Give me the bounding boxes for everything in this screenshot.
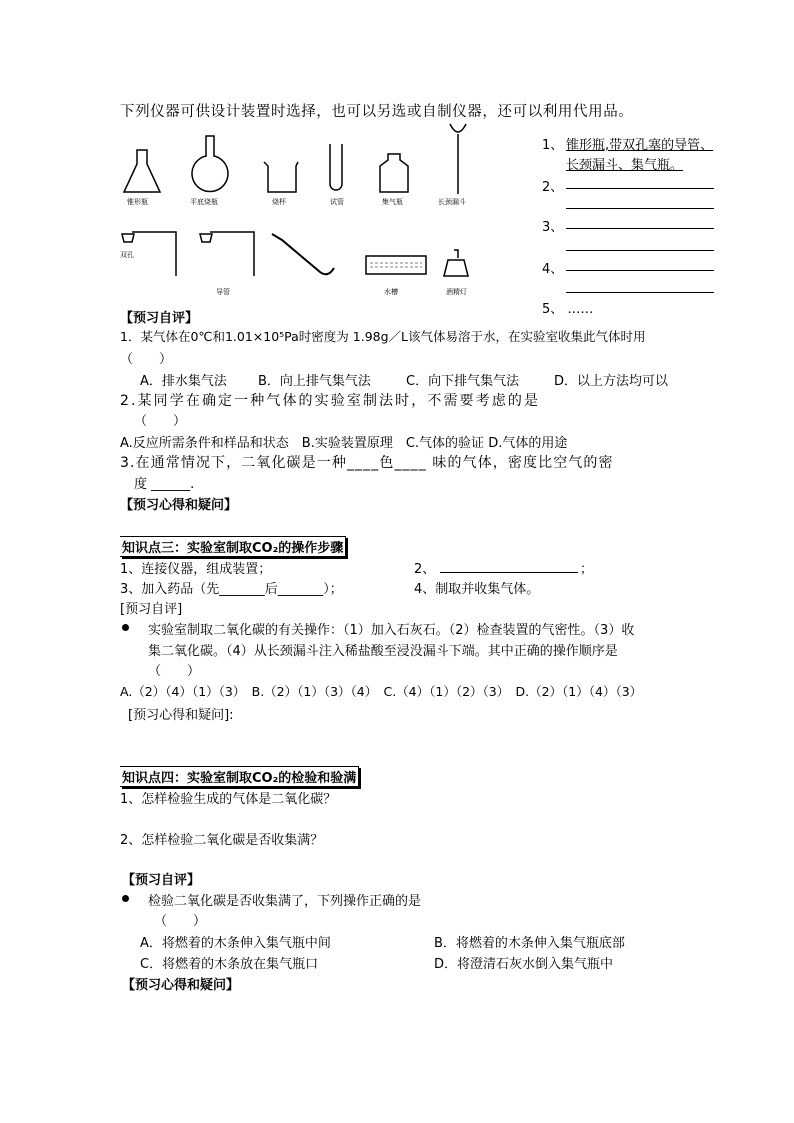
section3-question-line2: 集二氧化碳。（4）从长颈漏斗注入稀盐酸至浸没漏斗下端。其中正确的操作顺序是 [148, 644, 618, 659]
section4-option-d: D．将澄清石灰水倒入集气瓶中 [434, 957, 614, 972]
section4-note: 【预习心得和疑问】 [122, 978, 240, 993]
apparatus-label-funnel: 长颈漏斗 [438, 198, 466, 206]
right-item-1-line1: 锥形瓶,带双孔塞的导管、 [566, 138, 714, 153]
gas-jar-drawing [378, 152, 410, 194]
right-item-4-number: 4、 [542, 262, 564, 277]
water-trough-drawing [364, 254, 428, 276]
question-1-paren: （ ） [120, 352, 173, 367]
step-4: 4、制取并收集气体。 [414, 582, 540, 597]
step-2-blank [440, 572, 578, 573]
delivery-tube-drawing [196, 222, 266, 278]
question-2-options: A.反应所需条件和样品和状态 B.实验装置原理 C.气体的验证 D.气体的用途 [120, 436, 568, 451]
section3-options: A.（2）（4）（1）（3） B.（2）（1）（3）（4） C.（4）（1）（2）（3） D.（2）（1）（4）（3） [120, 684, 643, 699]
section1-note: 【预习心得和疑问】 [120, 498, 238, 513]
apparatus-label-conical-flask: 锥形瓶 [127, 198, 148, 206]
step-2-end: ； [580, 562, 594, 577]
beaker-drawing [262, 160, 300, 194]
question-1-option-d: D．以上方法均可以 [554, 374, 669, 389]
section3-note: [预习心得和疑问]: [128, 708, 234, 723]
section3-eval: [预习自评] [120, 602, 183, 617]
question-1-option-c: C．向下排气集气法 [406, 374, 520, 389]
bullet-icon [122, 895, 129, 902]
right-item-1-number: 1、 [542, 138, 564, 153]
right-item-5: 5、 …… [542, 302, 594, 317]
conical-flask-drawing [122, 148, 162, 194]
right-item-3-number: 3、 [542, 220, 564, 235]
question-1-option-b: B．向上排气集气法 [258, 374, 371, 389]
long-neck-funnel-drawing [448, 122, 468, 196]
answer-line [566, 270, 714, 271]
question-3-line2: 度 ______. [134, 477, 195, 492]
bullet-icon [122, 624, 129, 631]
section4-question: 检验二氧化碳是否收集满了，下列操作正确的是 [148, 894, 422, 909]
question-2-paren: （ ） [134, 414, 187, 429]
answer-line [566, 292, 714, 293]
question-1-option-a: A．排水集气法 [140, 374, 227, 389]
bent-tube-drawing [268, 228, 338, 280]
answer-line [566, 208, 714, 209]
step-1: 1、连接仪器，组成装置； [120, 562, 272, 577]
apparatus-label-trough: 水槽 [384, 288, 398, 296]
step-3: 3、加入药品（先_______后_______）； [120, 582, 343, 597]
section3-question-line1: 实验室制取二氧化碳的有关操作：（1）加入石灰石。（2）检查装置的气密性。（3）收 [148, 623, 635, 638]
question-1-text: 1．某气体在0℃和1.01×10⁵Pa时密度为 1.98g／L该气体易溶于水，在实验室收集此气体时用 [120, 329, 646, 344]
apparatus-label-lamp: 酒精灯 [446, 288, 467, 296]
intro-text: 下列仪器可供设计装置时选择，也可以另选或自制仪器，还可以利用代用品。 [120, 104, 634, 120]
flat-bottom-flask-drawing [188, 134, 232, 194]
right-item-2-number: 2、 [542, 180, 564, 195]
answer-line [566, 188, 714, 189]
apparatus-label-test-tube: 试管 [330, 198, 344, 206]
section3-heading: 知识点三：实验室制取CO₂的操作步骤 [120, 536, 346, 557]
question-2-text: 2.某同学在确定一种气体的实验室制法时，不需要考虑的是 [120, 393, 541, 409]
apparatus-label-beaker: 烧杯 [272, 198, 286, 206]
section4-option-b: B．将燃着的木条伸入集气瓶底部 [434, 936, 625, 951]
section4-option-a: A．将燃着的木条伸入集气瓶中间 [140, 936, 331, 951]
answer-line [566, 228, 714, 229]
apparatus-label-flat-flask: 平底烧瓶 [190, 198, 218, 206]
alcohol-lamp-drawing [442, 248, 470, 278]
section4-heading: 知识点四：实验室制取CO₂的检验和验满 [120, 766, 359, 787]
section3-question-paren: （ ） [148, 664, 201, 679]
section4-option-c: C．将燃着的木条放在集气瓶口 [140, 957, 319, 972]
apparatus-label-gas-jar: 集气瓶 [382, 198, 403, 206]
apparatus-label-two-hole: 双孔 [120, 251, 134, 259]
section4-eval: 【预习自评】 [122, 873, 201, 888]
section4-question-1: 1、怎样检验生成的气体是二氧化碳？ [120, 792, 337, 807]
test-tube-drawing [326, 142, 346, 194]
section4-question-2: 2、怎样检验二氧化碳是否收集满？ [120, 833, 324, 848]
question-3-line1: 3.在通常情况下，二氧化碳是一种____色____ 味的气体，密度比空气的密 [120, 455, 614, 471]
section1-heading: 【预习自评】 [120, 311, 199, 326]
apparatus-label-tube: 导管 [216, 288, 230, 296]
answer-line [566, 250, 714, 251]
right-item-1-line2: 长颈漏斗、集气瓶。 [566, 158, 684, 173]
step-2-number: 2、 [414, 562, 436, 577]
section4-paren: （ ） [154, 914, 207, 929]
